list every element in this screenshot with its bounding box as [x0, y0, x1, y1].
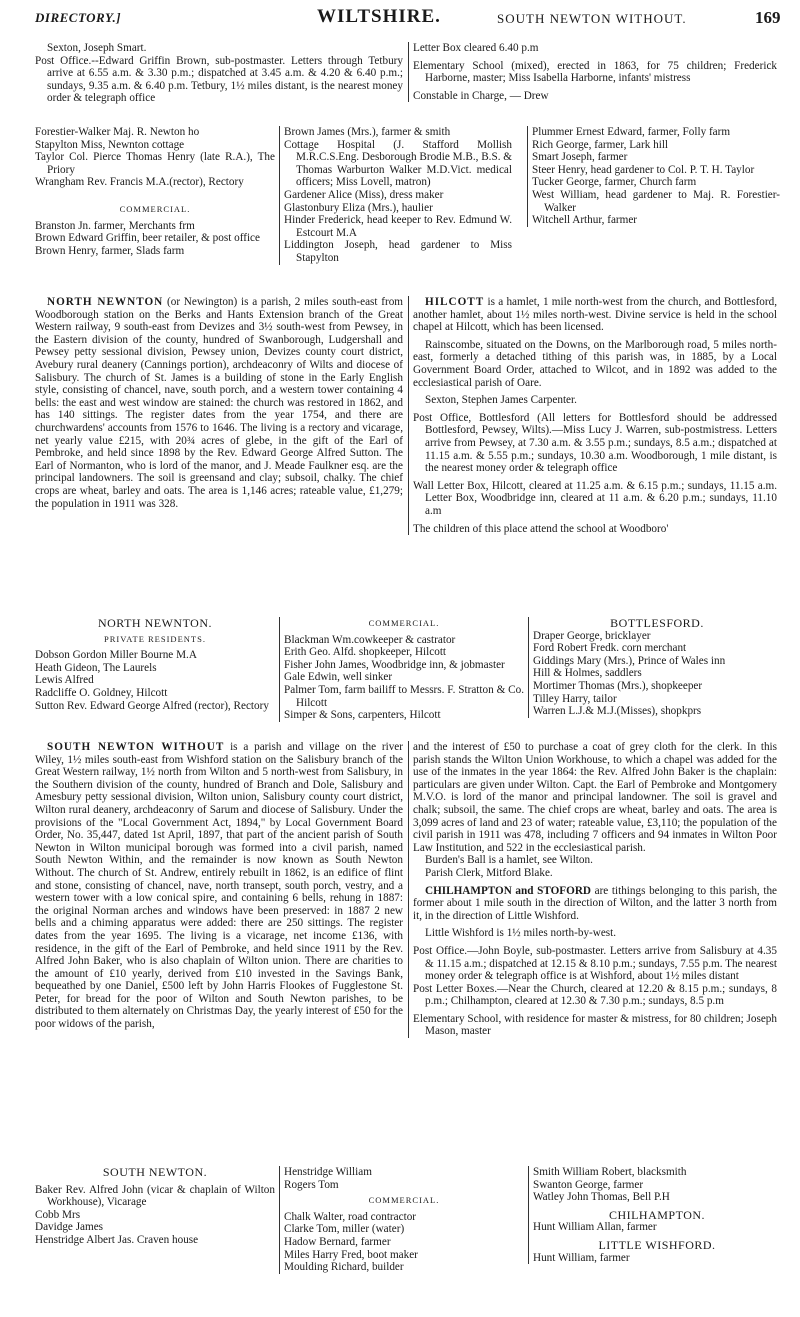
- top-left-block: [35, 42, 403, 105]
- parish-clerk-text: Parish Clerk, Mitford Blake.: [425, 866, 553, 879]
- list-item: Swanton George, farmer: [533, 1178, 644, 1191]
- list-item: Tilley Harry, tailor: [533, 692, 617, 705]
- list-item: Chalk Walter, road contractor: [284, 1210, 417, 1223]
- list-item: Draper George, bricklayer: [533, 629, 651, 642]
- nn-commercial-heading: COMMERCIAL.: [368, 618, 440, 628]
- list-item: Liddington Joseph, head gardener to Miss Stapylton: [284, 239, 512, 264]
- list-item: Baker Rev. Alfred John (vicar & chaplain of Wilton Workhouse), Vicarage: [35, 1183, 275, 1209]
- south-newton-title: SOUTH NEWTON WITHOUT: [47, 741, 225, 753]
- rainscombe-text: Rainscombe, situated on the Downs, on the Marlborough road, 5 miles north-east, formerly a detached tithing of this parish was, in 1885, by a Local Government Board Order, attached to Wilcot, and in 1892 was added to the ecclesiastical parish of Oare.: [413, 338, 777, 389]
- post-letter-boxes: Post Letter Boxes.—Near the Church, cleared at 12.20 & 8.15 p.m.; sundays, 8 p.m.; Chilhampton, cleared at 12.30 & 7.30 p.m.; sundays, 8.5 p.m: [413, 982, 777, 1008]
- running-header: [35, 6, 795, 36]
- list-item: Rogers Tom: [284, 1178, 339, 1191]
- list-item: Moulding Richard, builder: [284, 1261, 404, 1274]
- list-item: Clarke Tom, miller (water): [284, 1223, 405, 1236]
- south-newton-text: is a parish and village on the river Wiley, 1½ miles south-east from Wishford station on the Salisbury branch of the Great Western railway, 1½ north from Wilton and 5 north-west from Salisbury, in the Southern division of the county, hundred of Branch and Dole, Salisbury and Amesbury petty sessional division, Wilton union, Salisbury county court district, Wilton rural deanery, archdeaconry of Sarum and diocese of Salisbury. Under the provisions of the "Local Government Act, 1894," by Local Government Board Order, No. 35,447, dated 1st April, 1897, that part of the ancient parish of South Newton in Wilton municipal borough was formed into a civil parish, named South Newton Within, and the remainder is now known as South Newton Without. The church of St. Andrew, entirely rebuilt in 1862, is an edifice of flint and stone, consisting of chancel, nave, north transept, south porch, vestry, and a western tower with a low conical spire, and containing 6 bells, rehung in 1887: the original Norman arches and windows have been preserved: in 1887 2 new bells and a chiming apparatus were added: there are 250 sittings. The register dates from the year 1695. The living is a vicarage, net income £136, with residence, in the gift of the Earl of Pembroke, and held since 1911 by the Rev. Alfred John Baker, who is also chaplain of Wilton union. There are charities to the amount of £10 yearly, derived from £10 invested in the Savings Bank, bequeathed by one Daniel, £500 left by John Harris Flookes of Fugglestone St. Peter, for bread for the poor of Wilton and South Newton parishes, to be distributed to them alternately on Christmas Day, the yearly interest of £50 for the poor widows of the parish,: [35, 741, 403, 1031]
- list-item: Henstridge Albert Jas. Craven house: [35, 1233, 199, 1246]
- chilhampton-heading: CHILHAMPTON.: [608, 1207, 706, 1222]
- list-item: Cottage Hospital (J. Stafford Mollish M.R.C.S.Eng. Desborough Brodie M.B., B.S. & Thomas Warburton Walker M.D.Vict. medical officers; Miss Lovell, matron): [284, 138, 512, 189]
- list-item: Davidge James: [35, 1221, 104, 1234]
- private-residents-heading: PRIVATE RESIDENTS.: [104, 633, 206, 644]
- south-newton-section: [35, 741, 403, 1031]
- list-item: Hinder Frederick, head keeper to Rev. Edmund W. Estcourt M.A: [284, 214, 512, 239]
- list-item: Dobson Gordon Miller Bourne M.A: [35, 649, 197, 662]
- list-item: Hunt William Allan, farmer: [533, 1221, 657, 1234]
- sn-private-col: [35, 1166, 275, 1247]
- list-item: Taylor Col. Pierce Thomas Henry (late R.A.), The Priory: [35, 151, 275, 176]
- list-item: Fisher John James, Woodbridge inn, & jobmaster: [284, 658, 505, 671]
- chilhampton-text: are tithings belonging to this parish, the former about 1 mile south in the direction of Wilton, and the latter 3 north from it, in the direction of Little Wishford.: [413, 884, 777, 922]
- nn-commercial-col: [279, 617, 524, 722]
- list-item: Branston Jn. farmer, Merchants frm: [35, 219, 195, 232]
- list-item: Palmer Tom, farm bailiff to Messrs. F. Stratton & Co. Hilcott: [284, 683, 524, 709]
- list-item: Watley John Thomas, Bell P.H: [533, 1191, 670, 1204]
- list-item: Steer Henry, head gardener to Col. P. T. H. Taylor: [532, 163, 755, 176]
- list-item: Heath Gideon, The Laurels: [35, 661, 157, 674]
- sn-col3: [528, 1166, 781, 1264]
- little-wishford-text: Little Wishford is 1½ miles north-by-west.: [425, 927, 617, 940]
- directory-label: DIRECTORY.]: [35, 10, 122, 25]
- place-title: SOUTH NEWTON WITHOUT.: [497, 11, 687, 26]
- nn-private-col: [35, 617, 275, 712]
- list-item: Smart Joseph, farmer: [532, 151, 628, 164]
- post-office-text: Post Office.--Edward Griffin Brown, sub-postmaster. Letters through Tetbury arrive at 6.55 a.m. & 3.30 p.m.; dispatched at 3.45 a.m. & 4.20 & 6.40 p.m.; sundays, 9.35 a.m. & 6.40 p.m. Tetbury, 1½ miles distant, is the nearest money order & telegraph office: [35, 54, 403, 105]
- list-item: Witchell Arthur, farmer: [532, 214, 638, 227]
- bottlesford-heading: BOTTLESFORD.: [610, 616, 704, 630]
- top-directory-col1: [35, 126, 275, 257]
- constable-text: Constable in Charge, — Drew: [413, 89, 549, 102]
- school-text: Elementary School (mixed), erected in 1863, for 75 children; Frederick Harborne, master; Miss Isabella Harborne, infants' mistress: [413, 59, 777, 85]
- north-newnton-heading: NORTH NEWNTON.: [97, 616, 213, 630]
- list-item: Warren L.J.& M.J.(Misses), shopkprs: [533, 705, 702, 718]
- list-item: Sutton Rev. Edward George Alfred (rector), Rectory: [35, 699, 269, 712]
- south-newton-text-continued: and the interest of £50 to purchase a coat of grey cloth for the clerk. In this parish stands the Wilton Union Workhouse, to which a chapel was added for the use of the inmates in the year 1864: the Rev. Alfred John Baker is the chaplain: particulars are given under Wilton. Capt. the Earl of Pembroke and Montgomery M.V.O. is lord of the manor and principal landowner. The soil is gravel and chalk; subsoil, the same. The chief crops are wheat, barley and oats. The area is 3,099 acres of land and 23 of water; rateable value, £3,110; the population of the civil parish in 1911 was 478, including 7 officers and 94 inmates in Wilton Poor Law Institution, and 522 in the ecclesiastical parish.: [413, 741, 777, 854]
- county-title: WILTSHIRE.: [317, 6, 441, 27]
- list-item: Stapylton Miss, Newnton cottage: [35, 138, 185, 151]
- list-item: Blackman Wm.cowkeeper & castrator: [284, 633, 456, 646]
- list-item: Cobb Mrs: [35, 1208, 81, 1221]
- list-item: Mortimer Thomas (Mrs.), shopkeeper: [533, 679, 703, 692]
- list-item: Gardener Alice (Miss), dress maker: [284, 188, 444, 201]
- wall-letter-box: Wall Letter Box, Hilcott, cleared at 11.25 a.m. & 6.15 p.m.; sundays, 11.15 a.m. Letter Box, Woodbridge inn, cleared at 11 a.m. & 6.20 p.m.; sundays, 11.10 a.m: [413, 479, 777, 517]
- list-item: Henstridge William: [284, 1166, 372, 1178]
- list-item: Brown Henry, farmer, Slads farm: [35, 244, 185, 257]
- list-item: Wrangham Rev. Francis M.A.(rector), Rectory: [35, 176, 244, 189]
- list-item: Hunt William, farmer: [533, 1251, 630, 1264]
- list-item: Glastonbury Eliza (Mrs.), haulier: [284, 201, 433, 214]
- list-item: Gale Edwin, well sinker: [284, 671, 393, 684]
- hilcott-sexton: Sexton, Stephen James Carpenter.: [425, 394, 577, 407]
- list-item: Hadow Bernard, farmer: [284, 1235, 391, 1248]
- list-item: Simper & Sons, carpenters, Hilcott: [284, 709, 441, 722]
- top-directory-col3: [527, 126, 780, 227]
- north-newnton-section: [35, 296, 403, 510]
- top-right-block: [408, 42, 777, 102]
- south-newton-school: Elementary School, with residence for master & mistress, for 80 children; Joseph Mason, master: [413, 1012, 777, 1038]
- list-item: Ford Robert Fredk. corn merchant: [533, 642, 687, 655]
- little-wishford-heading: LITTLE WISHFORD.: [598, 1237, 716, 1252]
- sn-commercial-col: [279, 1166, 524, 1274]
- list-item: Forestier-Walker Maj. R. Newton ho: [35, 126, 200, 138]
- list-item: Brown James (Mrs.), farmer & smith: [284, 126, 451, 138]
- page-number: 169: [755, 8, 781, 27]
- list-item: Radcliffe O. Goldney, Hilcott: [35, 686, 168, 699]
- burdens-ball-text: Burden's Ball is a hamlet, see Wilton.: [425, 854, 593, 867]
- list-item: Rich George, farmer, Lark hill: [532, 138, 669, 151]
- list-item: Erith Geo. Alfd. shopkeeper, Hilcott: [284, 646, 447, 659]
- chilhampton-title: CHILHAMPTON and STOFORD: [425, 884, 591, 897]
- bottlesford-post-office: Post Office, Bottlesford (All letters for Bottlesford should be addressed Bottlesford, Pewsey, Wilts).—Miss Lucy J. Warren, sub-postmistress. Letters arrive from Pewsey, at 7.30 a.m. & 3.55 p.m.; sundays, 8.5 a.m.; dispatched at 11.15 a.m. & 5.55 p.m.; sundays, 10.30 a.m. Woodborough, 1 mile distant, is the nearest money order & telegraph office: [413, 411, 777, 475]
- north-newnton-title: NORTH NEWNTON: [47, 296, 164, 308]
- south-newton-heading: SOUTH NEWTON.: [102, 1165, 208, 1179]
- bottlesford-col: [528, 617, 781, 718]
- children-school-text: The children of this place attend the school at Woodboro': [413, 522, 669, 535]
- list-item: Smith William Robert, blacksmith: [533, 1166, 687, 1178]
- commercial-heading: COMMERCIAL.: [119, 203, 191, 214]
- list-item: Plummer Ernest Edward, farmer, Folly farm: [532, 126, 731, 138]
- list-item: Miles Harry Fred, boot maker: [284, 1248, 418, 1261]
- list-item: Lewis Alfred: [35, 674, 94, 687]
- south-newton-continued: [408, 741, 777, 1038]
- list-item: Giddings Mary (Mrs.), Prince of Wales inn: [533, 654, 726, 667]
- letter-box-text: Letter Box cleared 6.40 p.m: [413, 42, 539, 54]
- list-item: Tucker George, farmer, Church farm: [532, 176, 697, 189]
- list-item: West William, head gardener to Maj. R. Forestier-Walker: [532, 188, 780, 214]
- hilcott-section: [408, 296, 777, 535]
- list-item: Hill & Holmes, saddlers: [533, 667, 642, 680]
- south-newton-post-office: Post Office.—John Boyle, sub-postmaster. Letters arrive from Salisbury at 4.35 & 11.15 a.m.; dispatched at 12.15 & 8.10 p.m.; sundays, 7.55 p.m. The nearest money order & telegraph office is at Wishford, about 1½ miles distant: [413, 944, 777, 983]
- hilcott-title: HILCOTT: [425, 296, 485, 308]
- sexton-text: Sexton, Joseph Smart.: [47, 42, 147, 54]
- list-item: Brown Edward Griffin, beer retailer, & post office: [35, 232, 260, 245]
- sn-commercial-heading: COMMERCIAL.: [368, 1195, 440, 1206]
- top-directory-col2: [279, 126, 512, 265]
- north-newnton-text: (or Newington) is a parish, 2 miles south-east from Woodborough station on the Berks and Hants Extension branch of the Great Western railway, 9 south-east from Devizes and 3½ south-west from Pewsey, in the Eastern division of the county, hundred of Swanborough, Ludgershall and Pewsey petty sessional division, Pewsey union, Devizes county court district, Avebury rural deanery (Cannings portion), archdeaconry of Wilts and diocese of Salisbury. The church of St. James is a building of stone in the Early English style, consisting of chancel, nave, south porch, and a western tower containing 4 bells: the east and west window are stained: the church was restored in 1862, and has 140 sittings. The register dates from the year 1754, and there are churchwardens' accounts from 1576 to 1646. The living is a rectory and vicarage, net yearly value £215, with 20¾ acres of glebe, in the gift of the Earl of Pembroke, and held since 1898 by the Rev. Edward George Alfred Sutton. The Earl of Normanton, who is lord of the manor, and J. Meade Faulkner esq. are the principal landowners. The soil is greensand and clay; subsoil, chalky. The chief crops are wheat, barley and oats. The area is 1,146 acres; rateable value, £1,279; the population in 1911 was 328.: [35, 296, 404, 510]
- hilcott-text: is a hamlet, 1 mile north-west from the church, and Bottlesford, another hamlet, about 1½ miles north-west. Divine service is held in the school chapel at Hilcott, which has been licensed.: [413, 296, 778, 334]
